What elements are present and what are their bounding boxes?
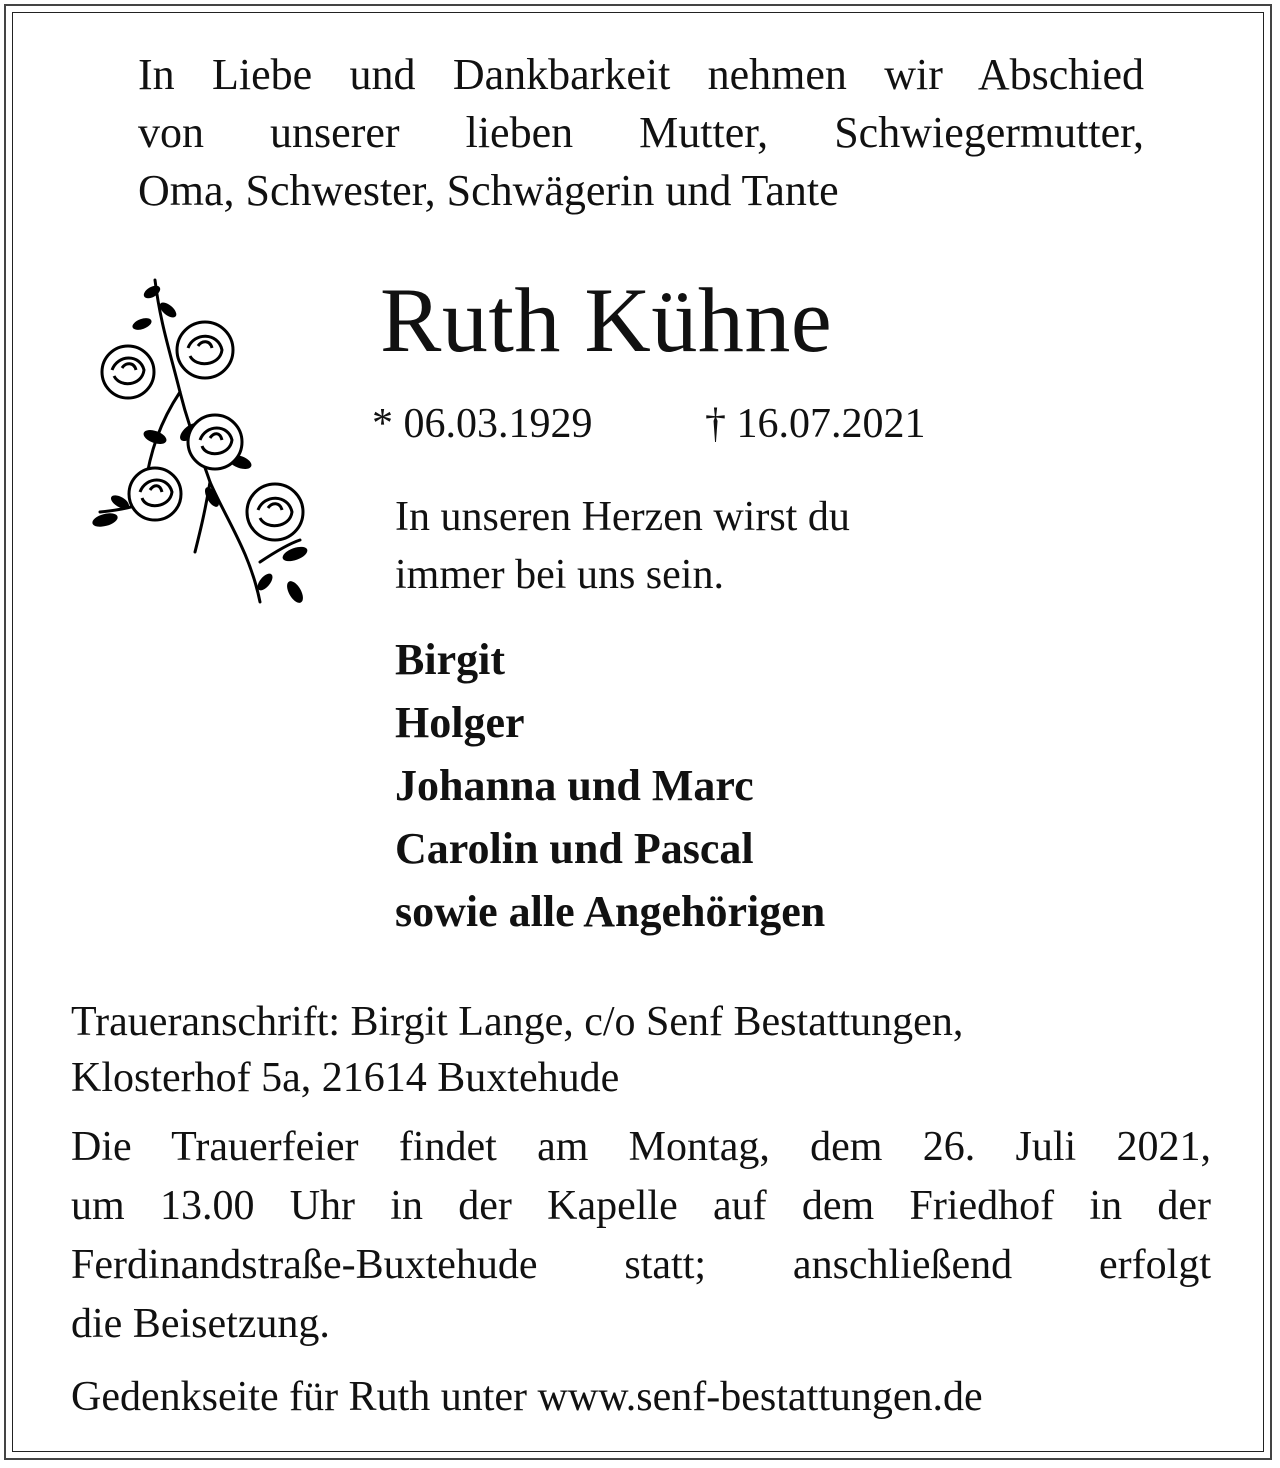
ceremony-line: die Beisetzung. [71, 1301, 330, 1347]
ceremony-text [71, 1118, 1211, 1354]
mourner-name: sowie alle Angehörigen [395, 887, 826, 936]
intro-line: Oma, Schwester, Schwägerin und Tante [138, 166, 839, 215]
mourner-name: Carolin und Pascal [395, 824, 754, 873]
motto-text [395, 488, 850, 604]
ceremony-line: Ferdinandstraße-Buxtehude statt; anschließend erfolgt [71, 1242, 1211, 1288]
ceremony-line: Die Trauerfeier findet am Montag, dem 26. Juli 2021, [71, 1124, 1211, 1170]
memorial-page-note: Gedenkseite für Ruth unter www.senf-bestattungen.de [71, 1374, 983, 1420]
motto-line: In unseren Herzen wirst du [395, 494, 850, 540]
intro-line: In Liebe und Dankbarkeit nehmen wir Abschied [138, 50, 1144, 99]
intro-text [138, 46, 1144, 220]
mourner-name: Birgit [395, 635, 505, 684]
deceased-name: Ruth Kühne [380, 269, 833, 371]
rose-branch-icon [60, 262, 330, 622]
address-line: Klosterhof 5a, 21614 Buxtehude [71, 1055, 620, 1101]
intro-line: von unserer lieben Mutter, Schwiegermutter, [138, 108, 1144, 157]
birth-date: * 06.03.1929 [372, 401, 593, 447]
mourning-address [71, 994, 963, 1106]
ceremony-line: um 13.00 Uhr in der Kapelle auf dem Friedhof in der [71, 1183, 1211, 1229]
address-line: Traueranschrift: Birgit Lange, c/o Senf Bestattungen, [71, 999, 964, 1045]
motto-line: immer bei uns sein. [395, 552, 724, 598]
mourners-list [395, 628, 825, 943]
mourner-name: Holger [395, 698, 525, 747]
mourner-name: Johanna und Marc [395, 761, 754, 810]
death-date: † 16.07.2021 [705, 401, 926, 447]
